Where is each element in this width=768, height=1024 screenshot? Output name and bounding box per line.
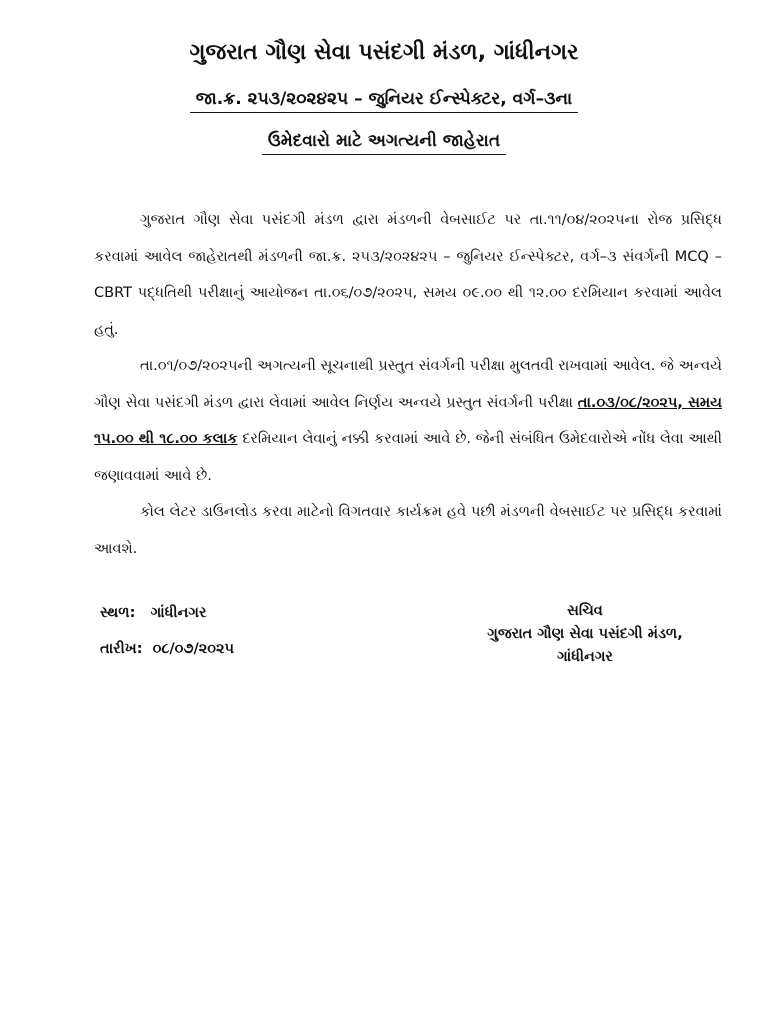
place-date-block <box>100 600 234 662</box>
advertisement-subtitle: જા.ક્ર. ૨૫૩/૨૦૨૪૨૫ – જુનિયર ઈન્સ્પેક્ટર, વર્ગ–૩ના <box>190 86 578 113</box>
paragraph-1: ગુજરાત ગૌણ સેવા પસંદગી મંડળ દ્વારા મંડળની વેબસાઈટ પર તા.૧૧/૦૪/૨૦૨૫ના રોજ પ્રસિદ્ધ કરવામાં આવેલ જાહેરાતથી મંડળની જા.ક્ર. ૨૫૩/૨૦૨૪૨૫ – જુનિયર ઈન્સ્પેક્ટર, વર્ગ–૩ સંવર્ગની MCQ – CBRT પદ્ધતિથી પરીક્ષાનું આયોજન તા.૦૬/૦૭/૨૦૨૫, સમય ૦૯.૦૦ થી ૧૨.૦૦ દરમિયાન કરવામાં આવેલ હતું. <box>94 212 722 338</box>
signatory-org: ગુજરાત ગૌણ સેવા પસંદગી મંડળ, <box>487 626 683 642</box>
paragraph-3: કોલ લેટર ડાઉનલોડ કરવા માટેનો વિગતવાર કાર્યક્રમ હવે પછી મંડળની વેબસાઈટ પર પ્રસિદ્ધ કરવામાં આવશે. <box>94 504 722 557</box>
paragraph-2 <box>94 348 722 494</box>
paragraph-2-text-a: તા.૦૧/૦૭/૨૦૨૫ની અગત્યની સૂચનાથી પ્રસ્તુત સંવર્ગની પરીક્ષા મુલતવી રાખવામાં આવેલ. જે અન્વયે ગૌણ સેવા પસંદગી મંડળ દ્વારા લેવામાં આવેલ નિર્ણય અન્વયે પ્રસ્તુત સંવર્ગની પરીક્ષા <box>94 358 722 411</box>
date-row <box>100 636 234 662</box>
place-value: ગાંધીનગર <box>150 605 207 621</box>
subtitle-container <box>0 86 768 113</box>
notice-heading: ઉમેદવારો માટે અગત્યની જાહેરાત <box>262 128 506 155</box>
signatory-block <box>455 600 715 669</box>
place-label: સ્થળ: <box>100 605 136 621</box>
date-value: ૦૮/૦૭/૨૦૨૫ <box>152 641 235 657</box>
new-exam-date-highlight: તા.૦૩/૦૮/૨૦૨૫, સમય ૧૫.૦૦ થી ૧૮.૦૦ કલાક <box>94 394 722 447</box>
signatory-title: સચિવ <box>567 603 603 619</box>
place-row <box>100 600 234 626</box>
paragraph-2-text-b: દરમિયાન લેવાનું નક્કી કરવામાં આવે છે. જેની સંબંધિત ઉમેદવારોએ નોંધ લેવા આથી જણાવવામાં આવે છે. <box>94 431 722 484</box>
page-title: ગુજરાત ગૌણ સેવા પસંદગી મંડળ, ગાંધીનગર <box>189 40 579 65</box>
heading-container <box>0 128 768 155</box>
signatory-city: ગાંધીનગર <box>557 649 613 665</box>
date-label: તારીખ: <box>100 641 143 657</box>
notice-body <box>94 202 722 567</box>
